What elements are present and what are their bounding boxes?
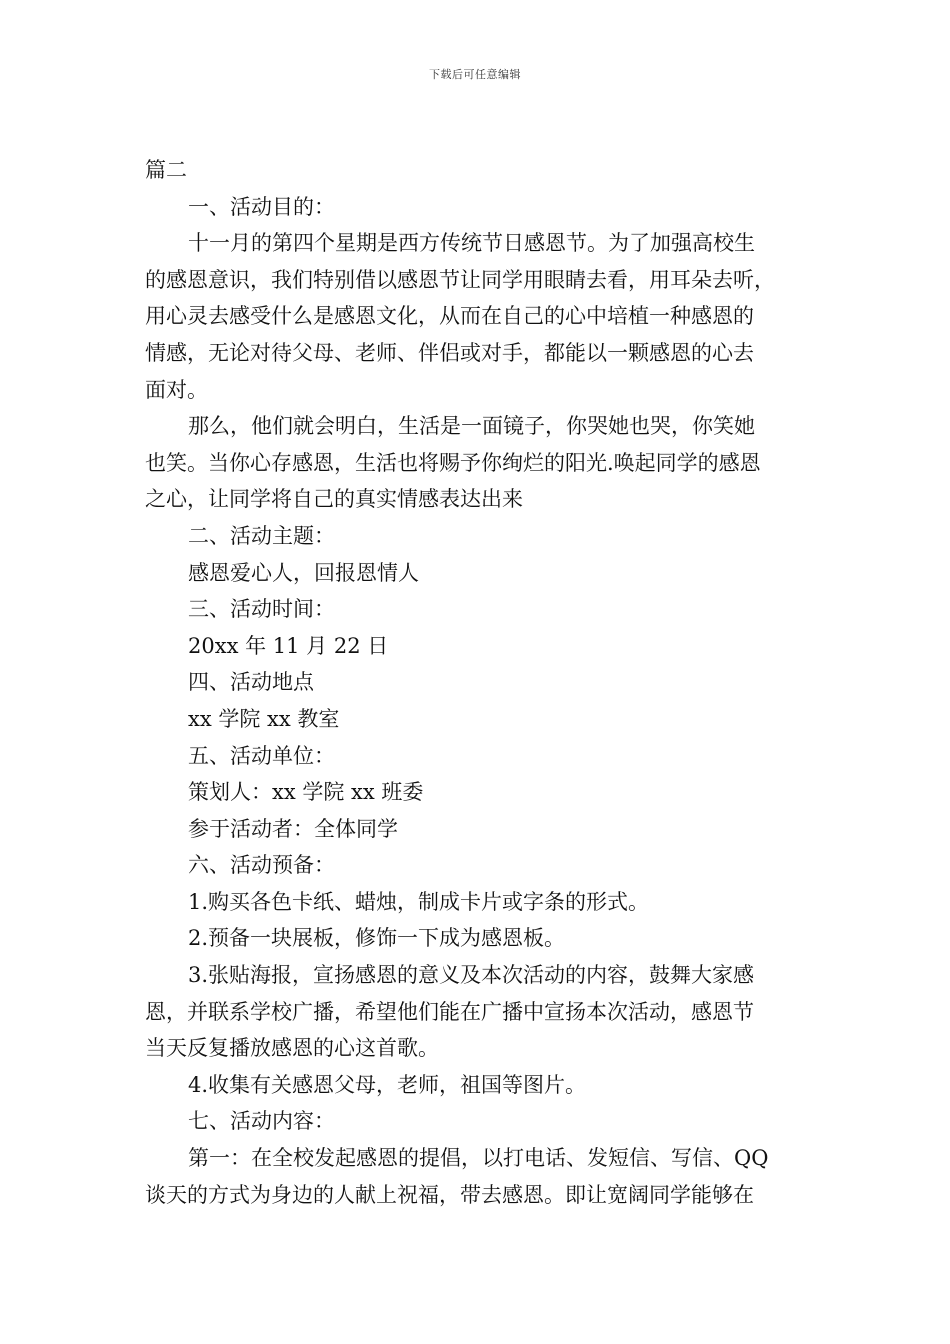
document-line: 七、活动内容： xyxy=(188,1109,335,1134)
document-line: 四、活动地点 xyxy=(188,670,314,695)
document-line: 的感恩意识，我们特别借以感恩节让同学用眼睛去看，用耳朵去听， xyxy=(145,267,775,292)
document-line: 一、活动目的： xyxy=(188,194,335,219)
document-line: 用心灵去感受什么是感恩文化，从而在自己的心中培植一种感恩的 xyxy=(145,304,754,329)
document-line: 参于活动者：全体同学 xyxy=(188,816,398,841)
document-line: 情感，无论对待父母、老师、伴侣或对手，都能以一颗感恩的心去 xyxy=(145,340,754,365)
document-line: xx 学院 xx 教室 xyxy=(188,706,340,731)
document-line: 策划人：xx 学院 xx 班委 xyxy=(188,780,424,805)
document-line: 也笑。当你心存感恩，生活也将赐予你绚烂的阳光.唤起同学的感恩 xyxy=(145,450,761,475)
document-line: 20xx 年 11 月 22 日 xyxy=(188,633,389,658)
document-line: 那么，他们就会明白，生活是一面镜子，你哭她也哭，你笑她 xyxy=(188,414,755,439)
document-line: 之心，让同学将自己的真实情感表达出来 xyxy=(145,487,523,512)
document-line: 感恩爱心人，回报恩情人 xyxy=(188,560,419,585)
document-line: 六、活动预备： xyxy=(188,853,335,878)
document-line: 1.购买各色卡纸、蜡烛，制成卡片或字条的形式。 xyxy=(188,889,650,914)
document-line: 二、活动主题： xyxy=(188,523,335,548)
document-line: 五、活动单位： xyxy=(188,743,335,768)
document-line: 当天反复播放感恩的心这首歌。 xyxy=(145,1036,439,1061)
document-body xyxy=(145,152,825,1213)
document-line: 4.收集有关感恩父母，老师，祖国等图片。 xyxy=(188,1072,587,1097)
document-line: 面对。 xyxy=(145,377,208,402)
document-line: 谈天的方式为身边的人献上祝福，带去感恩。即让宽阔同学能够在 xyxy=(145,1182,754,1207)
document-line: 十一月的第四个星期是西方传统节日感恩节。为了加强高校生 xyxy=(188,231,755,256)
document-line: 三、活动时间： xyxy=(188,597,335,622)
document-line: 篇二 xyxy=(145,158,187,182)
document-line: 第一：在全校发起感恩的提倡，以打电话、发短信、写信、QQ xyxy=(188,1146,769,1171)
document-line: 2.预备一块展板，修饰一下成为感恩板。 xyxy=(188,926,566,951)
document-line: 恩，并联系学校广播，希望他们能在广播中宣扬本次活动，感恩节 xyxy=(145,999,754,1024)
document-line: 3.张贴海报，宣扬感恩的意义及本次活动的内容，鼓舞大家感 xyxy=(188,963,755,988)
header-note: 下载后可任意编辑 xyxy=(429,68,521,81)
